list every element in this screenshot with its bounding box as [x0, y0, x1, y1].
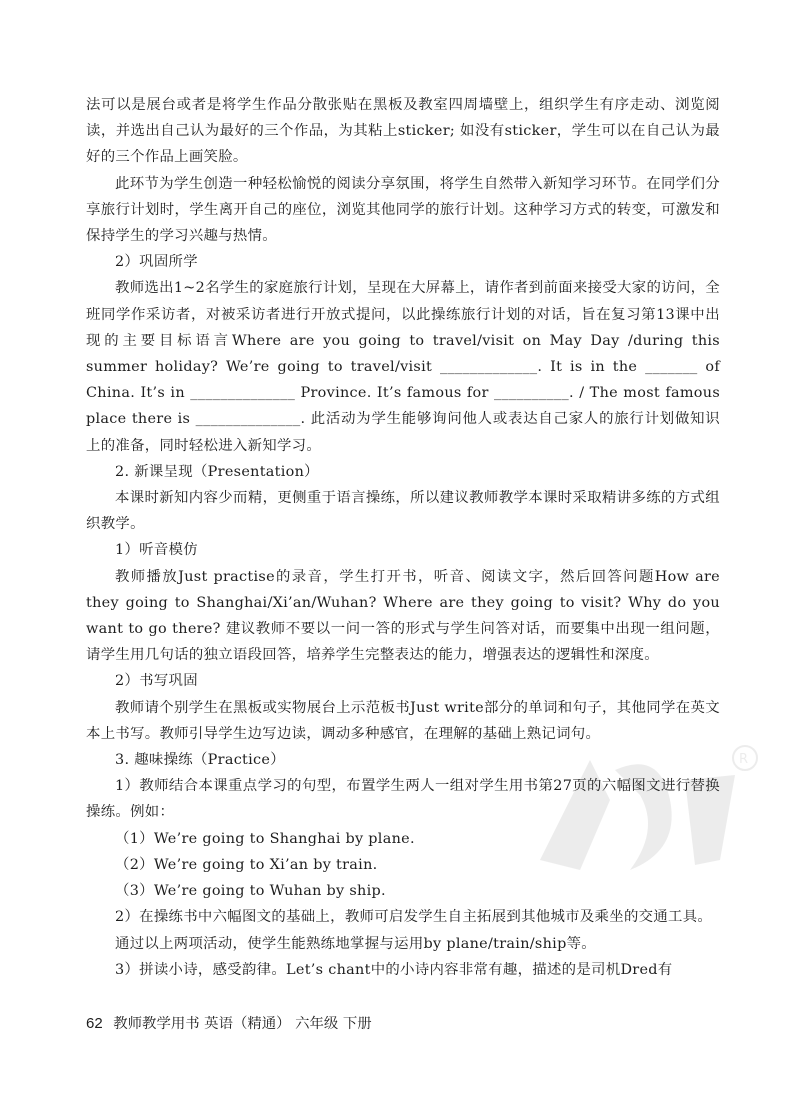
paragraph-10: 3）拼读小诗，感受韵律。Let’s chant中的小诗内容非常有趣，描述的是司机Dred有	[115, 961, 673, 978]
paragraph-8: 2）在操练书中六幅图文的基础上，教师可启发学生自主拓展到其他城市及乘坐的交通工具。	[115, 909, 713, 926]
heading-practice: 3. 趣味操练（Practice）	[115, 752, 285, 769]
example-2: （2）We’re going to Xi’an by train.	[115, 856, 378, 873]
paragraph-3: 教师选出1~2名学生的家庭旅行计划，呈现在大屏幕上，请作者到前面来接受大家的访问，全班同学作采访者，对被采访者进行开放式提问，以此操练旅行计划的对话，旨在复习第13课中出现的主要目标语言Where are you going to travel/visit on May Day /during this summer holiday? We’re going to travel/visit _____________. It is in the _______ of China. It’s in ______________ Province. It’s famous for __________. / The most famous place there is ______________. 此活动为学生能够询问他人或表达自己家人的旅行计划做知识上的准备，同时轻松进入新知学习。	[86, 280, 720, 454]
book-title: 教师教学用书 英语（精通） 六年级 下册	[113, 1016, 372, 1032]
paragraph-4: 本课时新知内容少而精，更侧重于语言操练，所以建议教师教学本课时采取精讲多练的方式组织教学。	[86, 490, 720, 533]
subheading-writing: 2）书写巩固	[115, 673, 198, 690]
paragraph-7: 1）教师结合本课重点学习的句型，布置学生两人一组对学生用书第27页的六幅图文进行替换操练。例如：	[86, 778, 720, 821]
heading-presentation: 2. 新课呈现（Presentation）	[115, 463, 319, 480]
paragraph-5: 教师播放Just practise的录音，学生打开书，听音、阅读文字，然后回答问题How are they going to Shanghai/Xi’an/Wuhan? Where are they going to visit? Why do you want to go there? 建议教师不要以一问一答的形式与学生问答对话，而要集中出现一组问题，请学生用几句话的独立语段回答，培养学生完整表达的能力，增强表达的逻辑性和深度。	[86, 568, 720, 664]
paragraph-6: 教师请个别学生在黑板或实物展台上示范板书Just write部分的单词和句子，其他同学在英文本上书写。教师引导学生边写边读，调动多种感官，在理解的基础上熟记词句。	[86, 699, 720, 742]
page-footer	[86, 1014, 720, 1034]
subheading-consolidate: 2）巩固所学	[115, 254, 198, 271]
body-text	[86, 92, 720, 983]
paragraph-2: 此环节为学生创造一种轻松愉悦的阅读分享氛围，将学生自然带入新知学习环节。在同学们分享旅行计划时，学生离开自己的座位，浏览其他同学的旅行计划。这种学习方式的转变，可激发和保持学生的学习兴趣与热情。	[86, 175, 720, 245]
subheading-listen-imitate: 1）听音模仿	[115, 542, 198, 559]
svg-text:R: R	[739, 752, 749, 767]
paragraph-9: 通过以上两项活动，使学生能熟练地掌握与运用by plane/train/ship等。	[115, 935, 596, 952]
example-1: （1）We’re going to Shanghai by plane.	[115, 830, 415, 847]
page-number: 62	[86, 1015, 103, 1032]
paragraph-1: 法可以是展台或者是将学生作品分散张贴在黑板及教室四周墙壁上，组织学生有序走动、浏览阅读，并选出自己认为最好的三个作品，为其粘上sticker; 如没有sticker，学生可以在自己认为最好的三个作品上画笑脸。	[86, 97, 720, 166]
example-3: （3）We’re going to Wuhan by ship.	[115, 883, 386, 900]
